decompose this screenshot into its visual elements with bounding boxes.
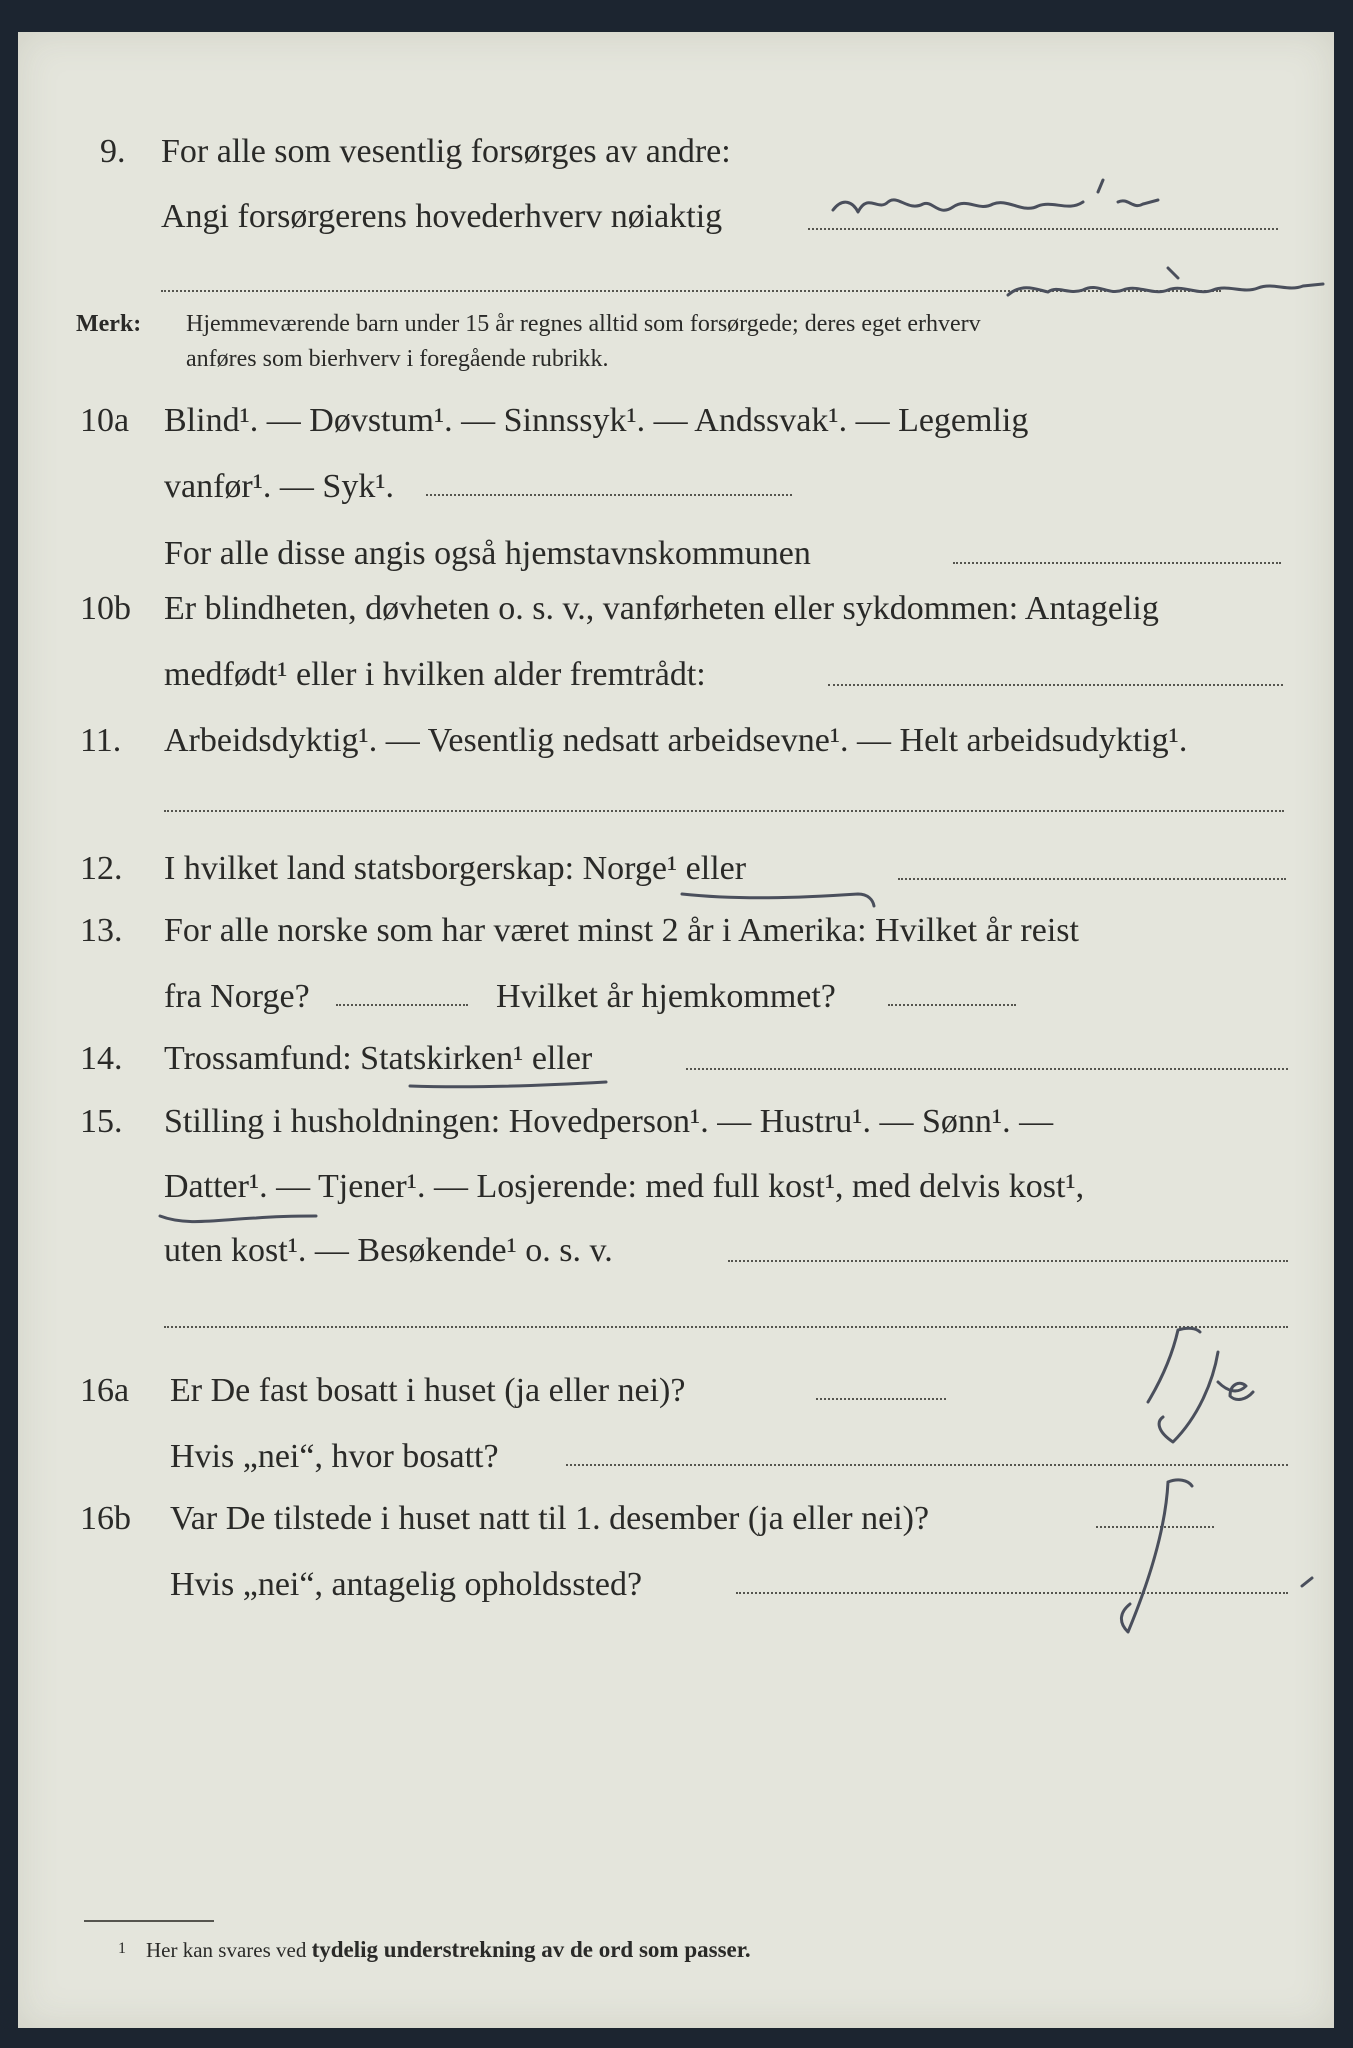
- q16b-line2: Hvis „nei“, antagelig opholdssted?: [170, 1566, 643, 1603]
- footnote-text-plain: Her kan svares ved: [146, 1938, 307, 1962]
- q11-line1: Arbeidsdyktig¹. — Vesentlig nedsatt arbeidsevne¹. — Helt arbeidsudyktig¹.: [164, 722, 1188, 759]
- q11-number: 11.: [80, 722, 122, 759]
- q14-line1: Trossamfund: Statskirken¹ eller: [164, 1040, 593, 1077]
- q16b-line1: Var De tilstede i huset natt til 1. desember (ja eller nei)?: [170, 1500, 930, 1537]
- q12-answer-line: [898, 878, 1286, 880]
- q10a-line2: vanfør¹. — Syk¹.: [164, 468, 395, 505]
- q15-line3: uten kost¹. — Besøkende¹ o. s. v.: [164, 1232, 613, 1269]
- q16a-line2: Hvis „nei“, hvor bosatt?: [170, 1438, 499, 1475]
- footnote-rule: [84, 1920, 214, 1922]
- q13-line1: For alle norske som har været minst 2 år i Amerika: Hvilket år reist: [164, 912, 1079, 949]
- q15-line2: Datter¹. — Tjener¹. — Losjerende: med full kost¹, med delvis kost¹,: [164, 1168, 1085, 1205]
- q9-line1: For alle som vesentlig forsørges av andre:: [161, 133, 731, 170]
- q10b-answer-line: [828, 684, 1283, 686]
- footnote-text-bold: tydelig understrekning av de ord som passer.: [311, 1937, 751, 1962]
- q10a-hometown-line: [953, 562, 1281, 564]
- q13-line2a: fra Norge?: [164, 978, 310, 1015]
- q15-answer-line: [728, 1260, 1288, 1262]
- ink-mark: [1298, 1572, 1318, 1592]
- q13-departure-line: [336, 1004, 468, 1006]
- handwriting-ja-16b: [1098, 1472, 1248, 1652]
- underline-norge: [678, 882, 888, 912]
- handwriting-occupation-1: [828, 172, 1168, 232]
- q14-number: 14.: [80, 1040, 123, 1077]
- underline-statskirken: [406, 1072, 616, 1096]
- q14-answer-line: [686, 1068, 1288, 1070]
- q12-line1: I hvilket land statsborgerskap: Norge¹ eller: [164, 850, 747, 887]
- q16b-number: 16b: [80, 1500, 131, 1537]
- q10b-line1: Er blindheten, døvheten o. s. v., vanførheten eller sykdommen: Antagelig: [164, 590, 1159, 627]
- handwriting-occupation-2: [1003, 260, 1333, 310]
- q12-number: 12.: [80, 850, 123, 887]
- q13-line2b: Hvilket år hjemkommet?: [496, 978, 836, 1015]
- q16a-answer-line: [816, 1398, 946, 1400]
- merk-line1: Hjemmeværende barn under 15 år regnes alltid som forsørgede; deres eget erhverv: [186, 311, 981, 337]
- q16a-line1: Er De fast bosatt i huset (ja eller nei)?: [170, 1372, 686, 1409]
- q13-number: 13.: [80, 912, 123, 949]
- q16a-number: 16a: [80, 1372, 130, 1409]
- footnote-mark: 1: [118, 1940, 126, 1957]
- merk-line2: anføres som bierhverv i foregående rubrikk.: [186, 346, 609, 372]
- q9-line2: Angi forsørgerens hovederhverv nøiaktig: [161, 198, 723, 235]
- census-form-page: [18, 32, 1334, 2028]
- q10b-line2: medfødt¹ eller i hvilken alder fremtrådt:: [164, 656, 706, 693]
- underline-datter: [156, 1202, 326, 1232]
- q10a-answer-line: [426, 494, 792, 496]
- q15-line1: Stilling i husholdningen: Hovedperson¹. — Hustru¹. — Sønn¹. —: [164, 1103, 1054, 1140]
- q11-answer-line: [164, 810, 1284, 812]
- footnote-text: [146, 1938, 751, 1961]
- q13-return-line: [888, 1004, 1016, 1006]
- q10a-number: 10a: [80, 402, 130, 439]
- q15-number: 15.: [80, 1103, 123, 1140]
- q10a-line3: For alle disse angis også hjemstavnskommunen: [164, 535, 811, 572]
- merk-label: Merk:: [76, 311, 142, 337]
- q16a-residence-line: [566, 1464, 1288, 1466]
- handwriting-ja-16a: [1118, 1322, 1268, 1452]
- q9-number: 9.: [100, 133, 126, 170]
- q10b-number: 10b: [80, 590, 131, 627]
- q10a-line1: Blind¹. — Døvstum¹. — Sinnssyk¹. — Andssvak¹. — Legemlig: [164, 402, 1029, 439]
